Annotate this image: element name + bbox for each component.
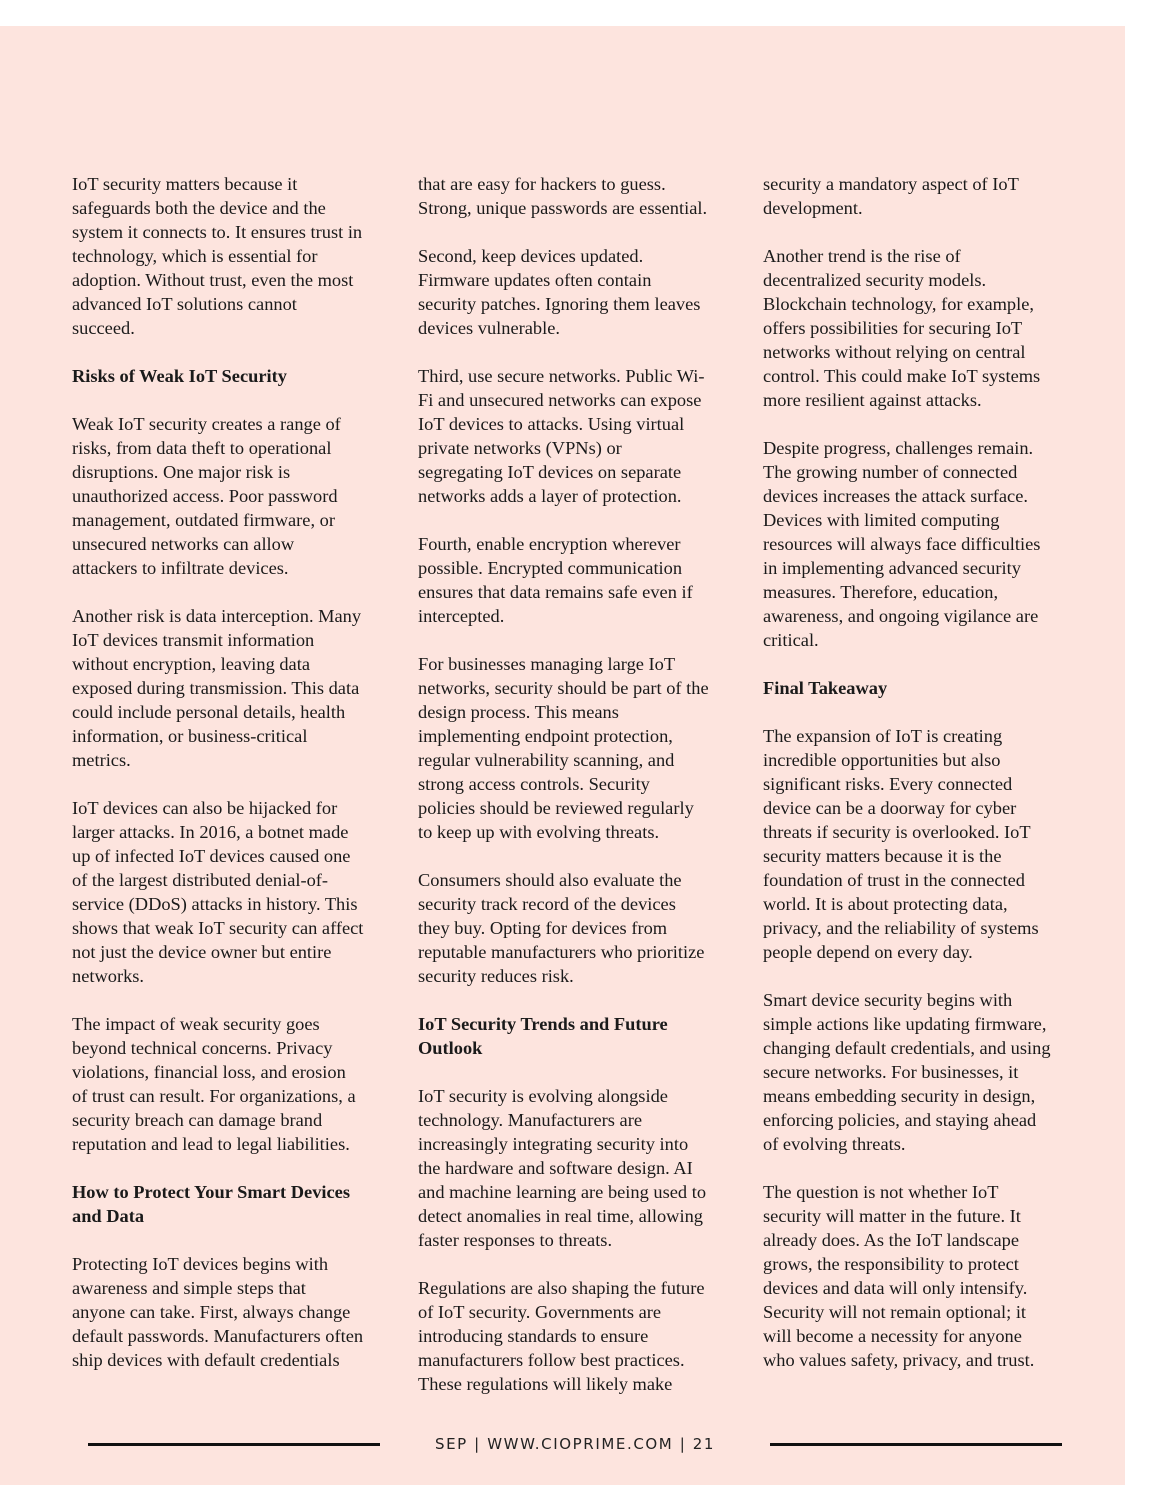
section-heading: Risks of Weak IoT Security <box>72 366 287 386</box>
paragraph: IoT devices can also be hijacked for larger attacks. In 2016, a botnet made up of infected IoT devices caused one of the largest distributed denial-of- service (DDoS) attacks in history. This shows that weak IoT security can affect not just the device owner but entire networks. <box>72 798 364 986</box>
paragraph: IoT security matters because it safeguards both the device and the system it connects to. It ensures trust in technology, which is essential for adoption. Without trust, even the most advanced IoT solutions cannot succeed. <box>72 174 363 338</box>
paragraph: Smart device security begins with simple actions like updating firmware, changing default credentials, and using secure networks. For businesses, it means embedding security in design, enforcing policies, and staying ahead of evolving threats. <box>763 990 1051 1154</box>
paragraph: Fourth, enable encryption wherever possible. Encrypted communication ensures that data remains safe even if intercepted. <box>418 534 693 626</box>
paragraph: For businesses managing large IoT networks, security should be part of the design process. This means implementing endpoint protection, regular vulnerability scanning, and strong access controls. Security policies should be reviewed regularly to keep up with evolving threats. <box>418 654 709 842</box>
section-heading: Final Takeaway <box>763 678 888 698</box>
paragraph: The question is not whether IoT security will matter in the future. It already does. As the IoT landscape grows, the responsibility to protect devices and data will only intensify. Security will not remain optional; it will become a necessity for anyone who values safety, privacy, and trust. <box>763 1182 1035 1370</box>
section-heading: How to Protect Your Smart Devices and Data <box>72 1182 350 1226</box>
paragraph: IoT security is evolving alongside technology. Manufacturers are increasingly integrating security into the hardware and software design. AI and machine learning are being used to detect anomalies in real time, allowing faster responses to threats. <box>418 1086 707 1250</box>
column-2 <box>418 172 758 1420</box>
paragraph: Another trend is the rise of decentralized security models. Blockchain technology, for example, offers possibilities for securing IoT networks without relying on central control. This could make IoT systems more resilient against attacks. <box>763 246 1041 410</box>
footer-rule-right <box>770 1443 1062 1446</box>
section-heading: IoT Security Trends and Future Outlook <box>418 1014 668 1058</box>
paragraph: The impact of weak security goes beyond technical concerns. Privacy violations, financial loss, and erosion of trust can result. For organizations, a security breach can damage brand reputation and lead to legal liabilities. <box>72 1014 356 1154</box>
paragraph: Despite progress, challenges remain. The growing number of connected devices increases the attack surface. Devices with limited computing resources will always face difficulties in implementing advanced security measures. Therefore, education, awareness, and ongoing vigilance are critical. <box>763 438 1041 650</box>
magazine-page <box>0 26 1125 1485</box>
column-3 <box>763 172 1103 1396</box>
paragraph: The expansion of IoT is creating incredible opportunities but also significant risks. Every connected device can be a doorway for cyber threats if security is overlooked. IoT security matters because it is the foundation of trust in the connected world. It is about protecting data, privacy, and the reliability of systems people depend on every day. <box>763 726 1039 962</box>
paragraph: Weak IoT security creates a range of risks, from data theft to operational disruptions. One major risk is unauthorized access. Poor password management, outdated firmware, or unsecured networks can allow attackers to infiltrate devices. <box>72 414 341 578</box>
paragraph: Regulations are also shaping the future of IoT security. Governments are introducing standards to ensure manufacturers follow best practices. These regulations will likely make <box>418 1278 705 1394</box>
footer-text: SEP | WWW.CIOPRIME.COM | 21 <box>434 1435 716 1453</box>
paragraph: Third, use secure networks. Public Wi- Fi and unsecured networks can expose IoT devices to attacks. Using virtual private networks (VPNs) or segregating IoT devices on separate networks adds a layer of protection. <box>418 366 705 506</box>
paragraph: Second, keep devices updated. Firmware updates often contain security patches. Ignoring them leaves devices vulnerable. <box>418 246 701 338</box>
paragraph: Another risk is data interception. Many IoT devices transmit information without encryption, leaving data exposed during transmission. This data could include personal details, health information, or business-critical metrics. <box>72 606 362 770</box>
paragraph: Consumers should also evaluate the security track record of the devices they buy. Opting for devices from reputable manufacturers who prioritize security reduces risk. <box>418 870 705 986</box>
paragraph: Protecting IoT devices begins with awareness and simple steps that anyone can take. First, always change default passwords. Manufacturers often ship devices with default credentials <box>72 1254 364 1370</box>
paragraph: security a mandatory aspect of IoT development. <box>763 174 1019 218</box>
footer-rule-left <box>88 1443 380 1446</box>
paragraph: that are easy for hackers to guess. Strong, unique passwords are essential. <box>418 174 708 218</box>
column-1 <box>72 172 412 1396</box>
page-footer <box>0 1431 1125 1459</box>
